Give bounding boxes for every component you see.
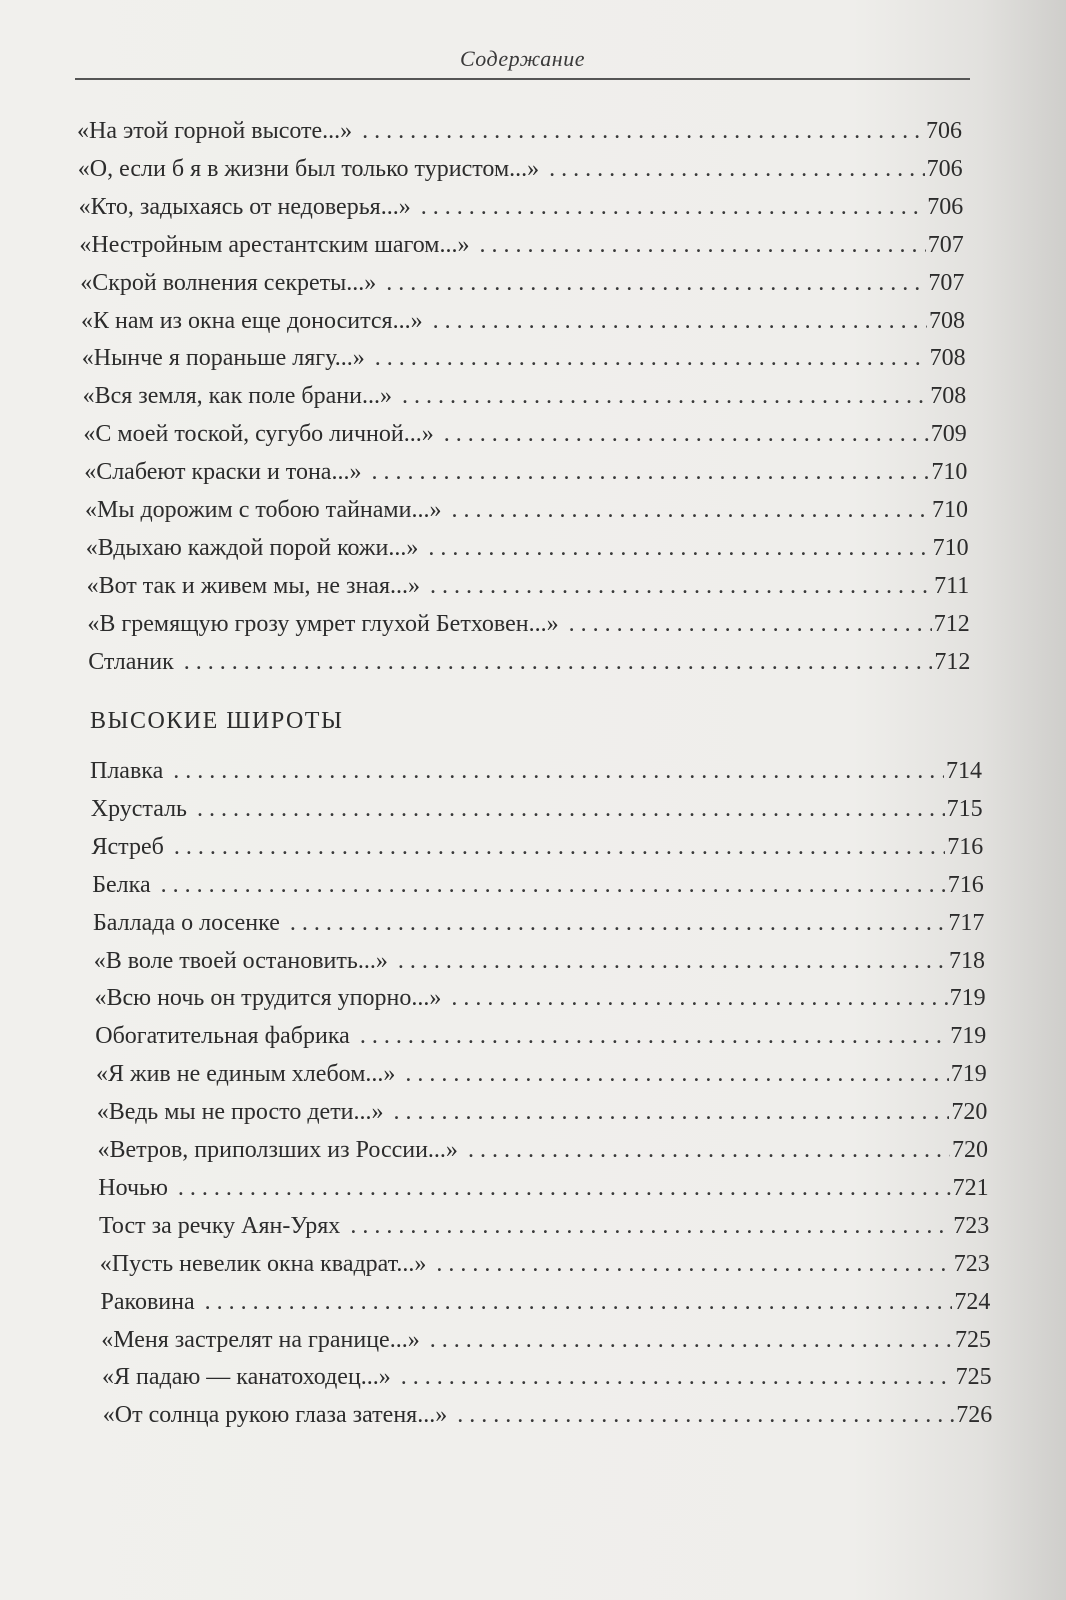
toc-entry	[100, 1249, 990, 1279]
toc-entry-page-number: 723	[953, 1212, 990, 1239]
toc-entry	[90, 756, 982, 786]
dot-leader	[205, 1287, 953, 1317]
dot-leader	[430, 571, 932, 601]
toc-entry-page-number: 720	[952, 1137, 988, 1163]
toc-entry	[96, 1059, 987, 1089]
toc-entry-title: Обогатительная фабрика	[95, 1023, 350, 1050]
toc-entry-title: «О, если б я в жизни был только туристом...»	[77, 155, 540, 182]
toc-entry-title: «Нестройным арестантским шагом...»	[79, 231, 470, 258]
toc-entry-title: Плавка	[90, 758, 164, 784]
toc-entry	[83, 419, 966, 449]
toc-entry-title: «Скрой волнения секреты...»	[80, 269, 377, 296]
toc-entry	[103, 1400, 992, 1430]
toc-entry	[99, 1211, 989, 1241]
toc-entry-title: «Нынче я пораньше лягу...»	[81, 345, 365, 372]
toc-entry	[81, 306, 965, 336]
toc-entry-title: «Всю ночь он трудится упорно...»	[94, 985, 442, 1012]
toc-entry-page-number: 716	[947, 833, 984, 860]
toc-entry-page-number: 706	[926, 118, 962, 144]
toc-entry-page-number: 721	[952, 1174, 989, 1201]
toc-entry	[83, 381, 967, 411]
toc-entry	[98, 1173, 988, 1203]
toc-entry-page-number: 706	[927, 193, 964, 220]
toc-entry-title: Хрусталь	[90, 795, 187, 822]
dot-leader	[428, 533, 930, 563]
toc-entry	[91, 794, 983, 824]
toc-entry-title: «Вот так и живем мы, не зная...»	[86, 572, 420, 599]
dot-leader	[362, 116, 924, 146]
toc-entry-page-number: 725	[955, 1326, 991, 1353]
dot-leader	[173, 756, 944, 786]
toc-entry-title: «Меня застрелят на границе...»	[101, 1326, 420, 1353]
toc-entry-title: Ястреб	[91, 833, 164, 860]
toc-entry-title: «Я падаю — канатоходец...»	[102, 1364, 391, 1391]
toc-entry-page-number: 714	[946, 758, 982, 784]
toc-entry	[98, 1135, 989, 1165]
toc-entry	[86, 533, 969, 563]
dot-leader	[401, 1362, 954, 1392]
toc-entry	[95, 1021, 986, 1051]
dot-leader	[436, 1249, 951, 1279]
toc-entry-page-number: 706	[926, 155, 963, 182]
toc-entry-page-number: 707	[928, 269, 965, 296]
toc-entry	[88, 647, 970, 677]
toc-entry-title: «В воле твоей остановить...»	[93, 947, 388, 974]
toc-entry-page-number: 708	[930, 383, 967, 410]
toc-entry-page-number: 710	[932, 534, 969, 561]
toc-entry-title: Баллада о лосенке	[93, 909, 280, 936]
toc-entry-page-number: 726	[956, 1402, 993, 1429]
toc-entry-title: Белка	[92, 871, 151, 898]
toc-entry	[102, 1362, 992, 1392]
toc-entry-title: «С моей тоской, сугубо личной...»	[83, 421, 434, 448]
toc-entry	[84, 457, 967, 487]
toc-entry-title: Раковина	[100, 1288, 195, 1315]
dot-leader	[174, 832, 945, 862]
toc-entry	[87, 609, 969, 639]
toc-entry	[101, 1287, 991, 1317]
dot-leader	[549, 154, 924, 184]
dot-leader	[290, 908, 947, 938]
toc-entry-page-number: 710	[931, 459, 968, 486]
toc-entry	[97, 1097, 988, 1127]
toc-entry-page-number: 708	[929, 307, 965, 334]
toc-entry	[94, 946, 985, 976]
toc-entry	[85, 495, 968, 525]
toc-entry-page-number: 712	[934, 648, 971, 675]
toc-entry-title: «Слабеют краски и тона...»	[84, 459, 362, 486]
toc-entry-page-number: 715	[946, 795, 983, 822]
dot-leader	[197, 794, 945, 824]
toc-entry-title: «Вдыхаю каждой порой кожи...»	[85, 534, 419, 561]
dot-leader	[394, 1097, 950, 1127]
toc-entry-title: Ночью	[98, 1174, 168, 1201]
toc-entry	[80, 268, 964, 298]
toc-entry-page-number: 717	[948, 909, 985, 936]
toc-entry-title: «Ветров, приползших из России...»	[97, 1137, 458, 1163]
toc-entry-title: «Мы дорожим с тобою тайнами...»	[85, 497, 442, 523]
toc-entry-page-number: 719	[950, 1061, 987, 1088]
toc-entry-page-number: 709	[930, 421, 967, 448]
dot-leader	[386, 268, 926, 298]
toc-entry-title: «Ведь мы не просто дети...»	[96, 1099, 384, 1126]
toc-entry-title: Стланик	[88, 648, 174, 675]
dot-leader	[479, 230, 925, 260]
running-head: Содержание	[459, 46, 585, 71]
toc-entry-page-number: 723	[953, 1250, 990, 1277]
toc-entry-page-number: 708	[929, 345, 966, 372]
toc-entry-page-number: 725	[955, 1364, 992, 1391]
toc-entry-title: «В гремящую грозу умрет глухой Бетховен...»	[87, 610, 559, 637]
toc-entry-title: «От солнца рукою глаза затеня...»	[102, 1402, 448, 1429]
toc-entry	[77, 116, 962, 146]
toc-entry-title: «Я жив не единым хлебом...»	[96, 1061, 396, 1088]
toc-entry-page-number: 707	[927, 231, 964, 258]
toc-entry-title: «Вся земля, как поле брани...»	[82, 383, 392, 410]
toc-entry-page-number: 718	[949, 947, 985, 974]
toc-entry-page-number: 711	[934, 572, 970, 599]
toc-entry-page-number: 720	[951, 1099, 988, 1126]
toc-entry	[87, 571, 970, 601]
toc-entry	[101, 1325, 991, 1355]
toc-entry	[78, 154, 963, 184]
toc-entry-title: «На этой горной высоте...»	[77, 118, 353, 144]
toc-entry-title: Тост за речку Аян-Урях	[99, 1212, 341, 1239]
dot-leader	[468, 1135, 950, 1165]
dot-leader	[430, 1325, 953, 1355]
section-heading: ВЫСОКИЕ ШИРОТЫ	[90, 708, 344, 734]
toc-entry-page-number: 716	[947, 871, 984, 898]
dot-leader	[178, 1173, 951, 1203]
dot-leader	[402, 381, 928, 411]
toc-entry-page-number: 719	[949, 985, 986, 1012]
dot-leader	[371, 457, 929, 487]
toc-entry-page-number: 710	[932, 497, 968, 523]
dot-leader	[421, 192, 925, 222]
dot-leader	[398, 946, 947, 976]
toc-entry-title: «Пусть невелик окна квадрат...»	[99, 1250, 427, 1277]
dot-leader	[433, 306, 927, 336]
toc-entry-title: «К нам из окна еще доносится...»	[81, 307, 423, 334]
dot-leader	[360, 1021, 948, 1051]
dot-leader	[451, 495, 930, 525]
toc-entry	[82, 343, 966, 373]
toc-entry	[79, 192, 964, 222]
toc-entry-page-number: 712	[933, 610, 970, 637]
dot-leader	[451, 983, 947, 1013]
dot-leader	[375, 343, 928, 373]
toc-entry	[95, 983, 986, 1013]
dot-leader	[444, 419, 929, 449]
toc-entry	[92, 832, 984, 862]
toc-entry-page-number: 719	[950, 1023, 987, 1050]
dot-leader	[161, 870, 946, 900]
toc-entry	[92, 870, 984, 900]
dot-leader	[405, 1059, 948, 1089]
toc-entry-page-number: 724	[954, 1288, 991, 1315]
toc-entry	[93, 908, 984, 938]
dot-leader	[184, 647, 933, 677]
toc-entry	[79, 230, 963, 260]
dot-leader	[569, 609, 932, 639]
toc-entry-title: «Кто, задыхаясь от недоверья...»	[78, 193, 411, 220]
dot-leader	[457, 1400, 954, 1430]
dot-leader	[350, 1211, 951, 1241]
